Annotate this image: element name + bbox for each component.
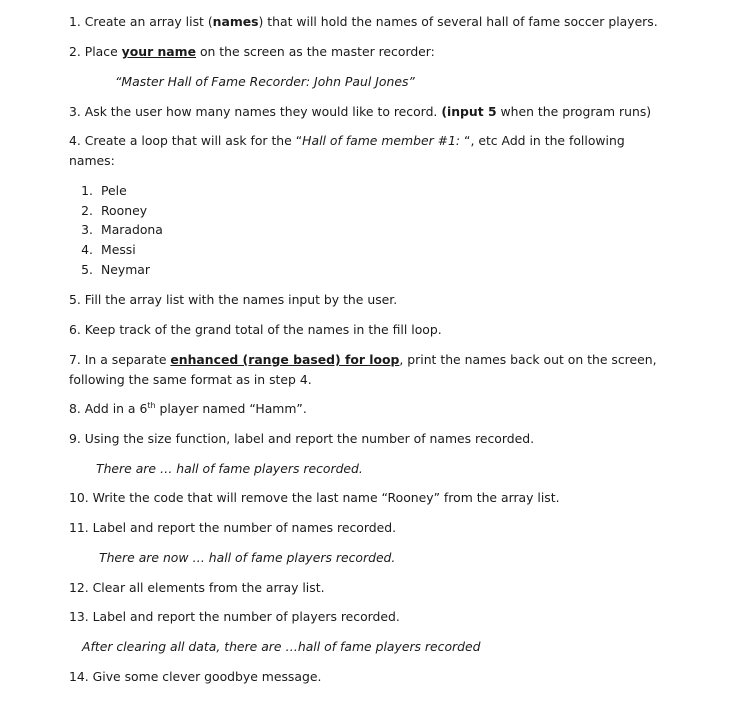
step-1 (69, 14, 658, 30)
step-13: 13. Label and report the number of players recorded. (69, 609, 400, 624)
list-item-number: 3. (81, 222, 93, 237)
list-item-name: Maradona (101, 222, 163, 237)
step-7-text-post: , print the names back out on the screen, (399, 352, 657, 367)
step-8-ordinal: th (147, 400, 156, 410)
step-3-bold: (input 5 (441, 104, 497, 119)
step-11: 11. Label and report the number of names recorded. (69, 520, 397, 535)
list-item (70, 242, 136, 258)
list-item-name: Rooney (101, 203, 148, 218)
step-4-text-post: “, etc Add in the following (464, 133, 625, 148)
step-8 (69, 401, 307, 417)
step-4-italic: Hall of fame member #1: (302, 133, 465, 148)
list-item (70, 222, 163, 238)
list-item-number: 4. (81, 242, 93, 257)
list-item (70, 183, 127, 199)
step-8-text-pre: 8. Add in a 6 (69, 401, 148, 416)
list-item-number: 1. (81, 183, 93, 198)
step-7-text-pre: 7. In a separate (69, 352, 171, 367)
list-item-name: Pele (101, 183, 127, 198)
step-4-text-pre: 4. Create a loop that will ask for the “ (69, 133, 303, 148)
step-7 (69, 352, 657, 368)
step-2 (69, 44, 435, 60)
step-4-continued: names: (69, 153, 115, 168)
list-item (70, 262, 150, 278)
list-item (70, 203, 147, 219)
step-8-text-post: player named “Hamm”. (155, 401, 307, 416)
step-11-example: There are now … hall of fame players recorded. (99, 550, 396, 565)
list-item-number: 2. (81, 203, 93, 218)
step-9-example: There are … hall of fame players recorded. (96, 461, 363, 476)
step-4 (69, 133, 625, 149)
step-13-example: After clearing all data, there are …hall of fame players recorded (82, 639, 481, 654)
step-5: 5. Fill the array list with the names input by the user. (69, 292, 398, 307)
list-item-name: Neymar (101, 262, 150, 277)
step-14: 14. Give some clever goodbye message. (69, 669, 322, 684)
step-6: 6. Keep track of the grand total of the names in the fill loop. (69, 322, 442, 337)
step-3-text-pre: 3. Ask the user how many names they would like to record. (69, 104, 442, 119)
step-2-example: “Master Hall of Fame Recorder: John Paul Jones” (115, 74, 415, 89)
step-3 (69, 104, 651, 120)
step-2-text-pre: 2. Place (69, 44, 122, 59)
list-item-name: Messi (101, 242, 136, 257)
step-2-your-name: your name (121, 44, 196, 59)
step-9: 9. Using the size function, label and report the number of names recorded. (69, 431, 535, 446)
step-7-enhanced-loop: enhanced (range based) for loop (170, 352, 400, 367)
step-7-continued: following the same format as in step 4. (69, 372, 312, 387)
step-1-bold: names (212, 14, 259, 29)
step-1-text-post: ) that will hold the names of several hall of fame soccer players. (258, 14, 658, 29)
step-3-text-post: when the program runs) (496, 104, 652, 119)
step-2-text-post: on the screen as the master recorder: (196, 44, 435, 59)
step-10: 10. Write the code that will remove the last name “Rooney” from the array list. (69, 490, 560, 505)
step-12: 12. Clear all elements from the array list. (69, 580, 325, 595)
list-item-number: 5. (81, 262, 93, 277)
step-1-text-pre: 1. Create an array list ( (69, 14, 213, 29)
